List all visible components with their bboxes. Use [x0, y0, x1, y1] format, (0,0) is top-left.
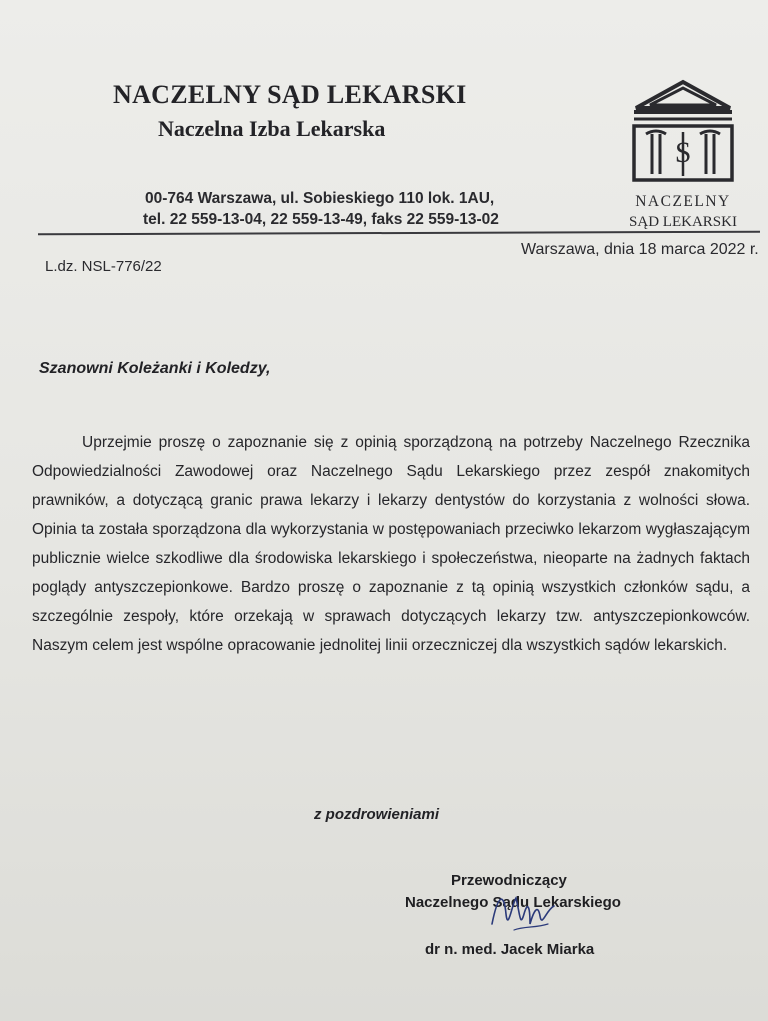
logo-text-line2: SĄD LEKARSKI	[629, 214, 737, 230]
logo-symbol: $	[675, 136, 691, 169]
signatory-role-line1: Przewodniczący	[451, 872, 567, 889]
court-logo	[628, 78, 738, 232]
salutation: Szanowni Koleżanki i Koledzy,	[39, 360, 271, 377]
logo-text-line1: NACZELNY	[635, 193, 731, 210]
reference-number: L.dz. NSL-776/22	[45, 258, 162, 275]
signatory-name: dr n. med. Jacek Miarka	[425, 941, 595, 958]
closing-greeting: z pozdrowieniami	[314, 806, 440, 823]
contact-line: tel. 22 559-13-04, 22 559-13-49, faks 22 559-13-02	[143, 211, 499, 228]
signatory-role-line2: Naczelnego Sądu Lekarskiego	[405, 894, 621, 911]
header-divider	[38, 231, 760, 236]
address-line: 00-764 Warszawa, ul. Sobieskiego 110 lok. 1AU,	[145, 190, 495, 207]
handwritten-signature	[484, 884, 564, 944]
institution-subtitle: Naczelna Izba Lekarska	[158, 116, 386, 141]
place-date: Warszawa, dnia 18 marca 2022 r.	[521, 241, 759, 258]
institution-title: NACZELNY SĄD LEKARSKI	[113, 80, 467, 109]
letter-body: Uprzejmie proszę o zapoznanie się z opinią sporządzoną na potrzeby Naczelnego Rzecznika Odpowiedzialności Zawodowej oraz Naczelnego Sądu Lekarskiego przez zespół znakomitych prawników, a dotyczącą granic prawa lekarzy i lekarzy dentystów do korzystania z wolności słowa. Opinia ta została sporządzona dla wykorzystania w postępowaniach przeciwko lekarzom wygłaszającym publicznie wielce szkodliwe dla środowiska lekarskiego i społeczeństwa, nieoparte na żadnych faktach poglądy antyszczepionkowe. Bardzo proszę o zapoznanie z tą opinią wszystkich członków sądu, a szczególnie zespoły, które orzekają w sprawach dotyczących lekarzy tzw. antyszczepionkowców. Naszym celem jest wspólne opracowanie jednolitej linii orzeczniczej dla wszystkich sądów lekarskich.	[32, 434, 750, 654]
